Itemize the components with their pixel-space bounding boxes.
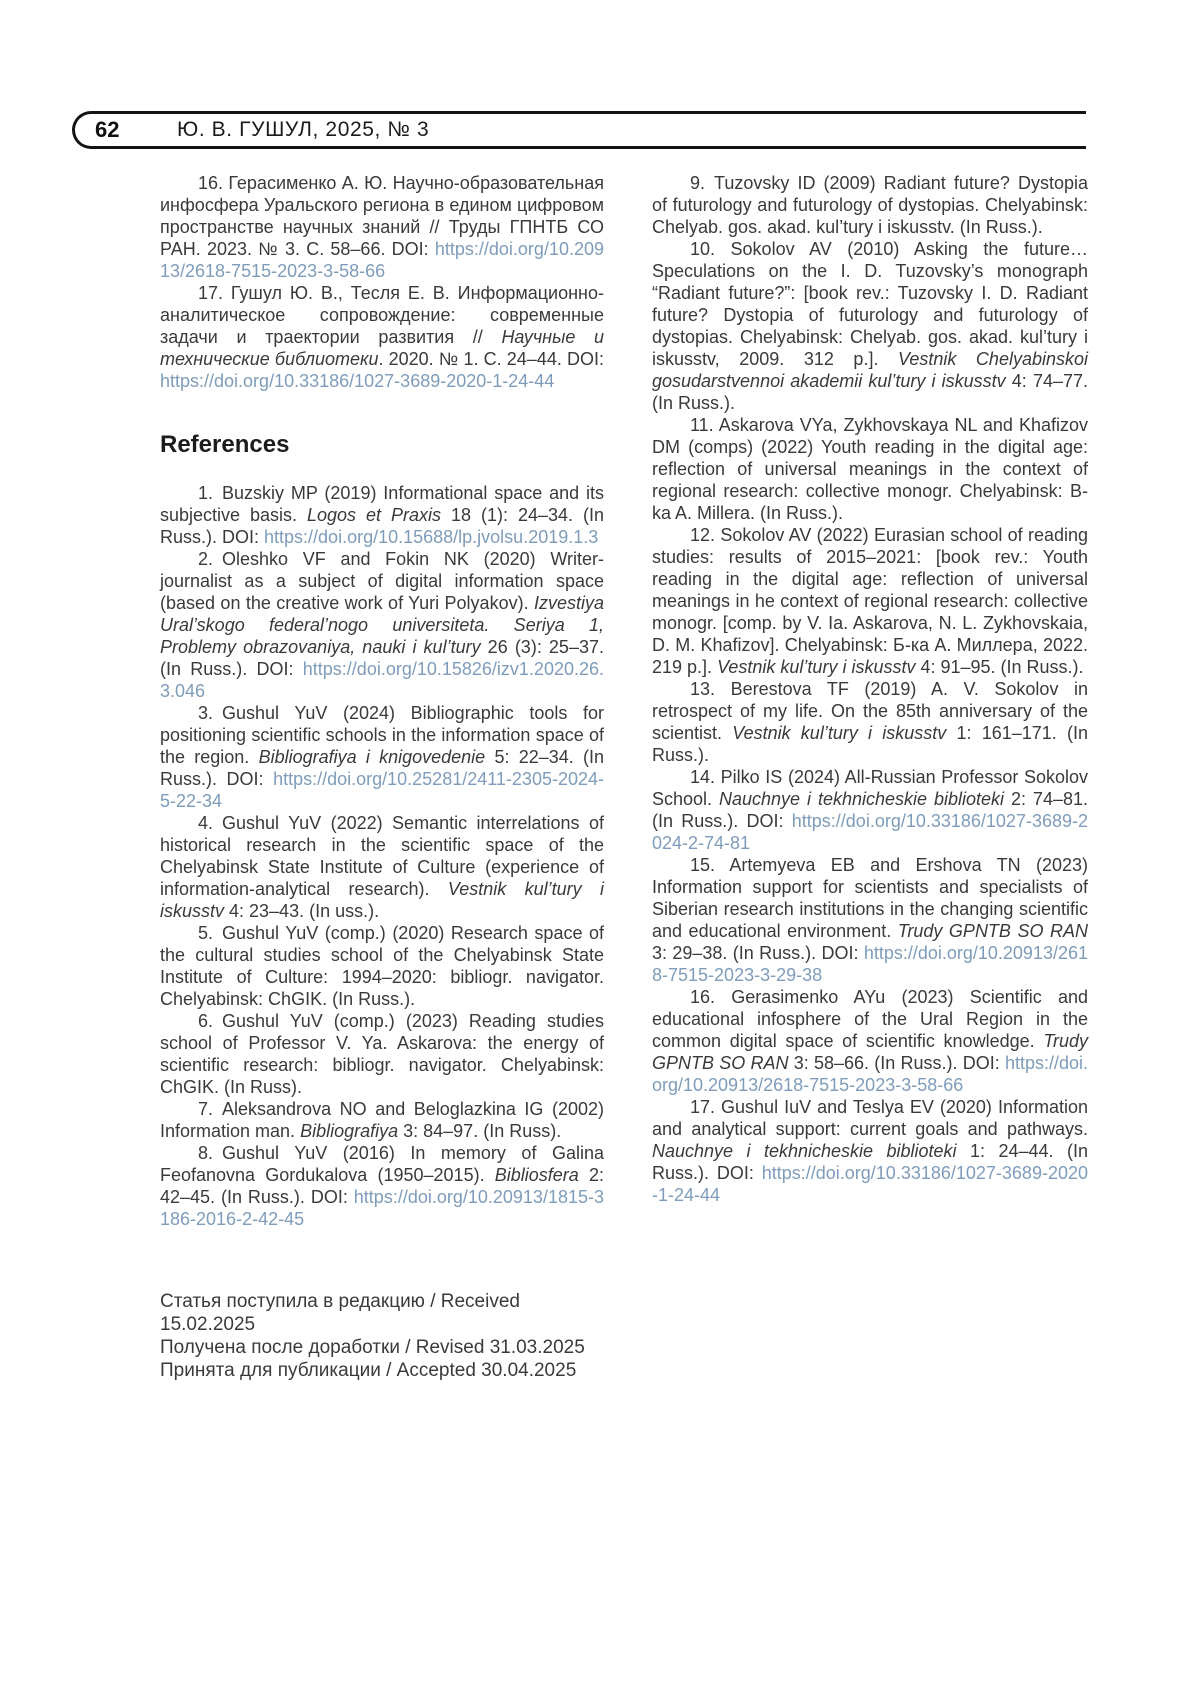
- reference-text: 4. Gushul YuV (2022) Semantic interrelations of historical research in the scientific space of the Chelyabinsk State Institute of Culture (experience of information-analytical research).: [160, 813, 604, 899]
- reference-item: [160, 282, 604, 392]
- reference-item: [160, 1098, 604, 1142]
- reference-text: 4: 74–77. (In Russ.).: [652, 371, 1088, 413]
- reference-text: 3: 58–66. (In Russ.). DOI:: [788, 1053, 1005, 1073]
- date-line: Статья поступила в редакцию / Received 15.02.2025: [160, 1291, 520, 1335]
- reference-item: [652, 766, 1088, 854]
- journal-title: Vestnik kul’tury i iskusstv: [732, 723, 947, 743]
- running-title: Ю. В. ГУШУЛ, 2025, № 3: [177, 118, 430, 141]
- references-list-right: [652, 172, 1088, 1206]
- reference-text: 1: 24–44. (In Russ.). DOI:: [652, 1141, 1088, 1183]
- journal-title: Vestnik kul’tury i iskusstv: [160, 879, 605, 921]
- doi-link[interactable]: https://doi.org/10.20913/2618-7515-2023-3-58-66: [160, 239, 604, 281]
- article-dates: [160, 1290, 604, 1382]
- reference-text: 18 (1): 24–34. (In Russ.). DOI:: [160, 505, 604, 547]
- reference-text: 2. Oleshko VF and Fokin NK (2020) Writer-journalist as a subject of digital information space (based on the creative work of Yuri Polyakov).: [160, 549, 604, 613]
- reference-text: 26 (3): 25–37. (In Russ.). DOI:: [160, 637, 604, 679]
- journal-title: Nauchnye i tekhnicheskie biblioteki: [719, 789, 1005, 809]
- reference-item: [160, 1142, 604, 1230]
- reference-item: [160, 482, 604, 548]
- journal-title: Logos et Praxis: [307, 505, 442, 525]
- reference-text: 15. Artemyeva EB and Ershova TN (2023) Information support for scientists and specialists of Siberian research institutions in the changing scientific and educational environment.: [652, 855, 1088, 941]
- reference-text: 16. Gerasimenko AYu (2023) Scientific and educational infosphere of the Ural Region in the common digital space of scientific knowledge.: [652, 987, 1088, 1051]
- journal-title: Научные и технические библиотеки: [160, 327, 604, 369]
- reference-text: 17. Гушул Ю. В., Тесля Е. В. Информационно-аналитическое сопровождение: современные задачи и траектории развития //: [160, 283, 604, 347]
- reference-item: [160, 172, 604, 282]
- left-column: [160, 172, 604, 1382]
- doi-link[interactable]: https://doi.org/10.20913/1815-3186-2016-2-42-45: [160, 1187, 604, 1229]
- reference-text: 8. Gushul YuV (2016) In memory of Galina Feofanovna Gordukalova (1950–2015).: [160, 1143, 604, 1185]
- doi-link[interactable]: https://doi.org/10.20913/2618-7515-2023-3-58-66: [652, 1053, 1088, 1095]
- references-list-left: [160, 482, 604, 1230]
- journal-title: Bibliosfera: [494, 1165, 579, 1185]
- reference-text: 2: 42–45. (In Russ.). DOI:: [160, 1165, 605, 1207]
- reference-text: 16. Герасименко А. Ю. Научно-образовательная инфосфера Уральского региона в едином цифровом пространстве научных знаний // Труды ГПНТБ СО РАН. 2023. № 3. С. 58–66. DOI:: [160, 173, 604, 259]
- doi-link[interactable]: https://doi.org/10.15688/lp.jvolsu.2019.1.3: [264, 527, 599, 547]
- reference-item: [652, 414, 1088, 524]
- reference-item: [160, 548, 604, 702]
- reference-text: 5. Gushul YuV (comp.) (2020) Research space of the cultural studies school of the Chelyabinsk State Institute of Culture: 1994–2020: bibliogr. navigator. Chelyabinsk: ChGIK. (In Russ.).: [160, 923, 604, 1009]
- reference-item: [160, 702, 604, 812]
- reference-item: [652, 1096, 1088, 1206]
- reference-text: 10. Sokolov AV (2010) Asking the future… Speculations on the I. D. Tuzovsky’s monograph “Radiant future?”: [book rev.: Tuzovsky I. D. Radiant future? Dystopia of futurology and futurology of dystopias. Chelyabinsk: Chelyab. gos. akad. kul’tury i iskusstv, 2009. 312 p.].: [652, 239, 1088, 369]
- journal-title: Trudy GPNTB SO RAN: [897, 921, 1088, 941]
- reference-columns: [160, 172, 1088, 1382]
- doi-link[interactable]: https://doi.org/10.25281/2411-2305-2024-5-22-34: [160, 769, 604, 811]
- reference-text: 3. Gushul YuV (2024) Bibliographic tools for positioning scientific schools in the information space of the region.: [160, 703, 604, 767]
- russian-reference-list: [160, 172, 604, 392]
- journal-title: Bibliografiya i knigovedenie: [258, 747, 486, 767]
- journal-title: Bibliografiya: [300, 1121, 399, 1141]
- date-line: Принята для публикации / Accepted 30.04.2025: [160, 1360, 577, 1381]
- right-column: [652, 172, 1088, 1206]
- reference-text: 5: 22–34. (In Russ.). DOI:: [160, 747, 605, 789]
- reference-item: [652, 238, 1088, 414]
- reference-item: [652, 854, 1088, 986]
- reference-text: 3: 29–38. (In Russ.). DOI:: [652, 943, 864, 963]
- reference-item: [652, 986, 1088, 1096]
- reference-text: . 2020. № 1. С. 24–44. DOI:: [378, 349, 604, 369]
- references-heading: References: [160, 431, 290, 458]
- reference-item: [652, 172, 1088, 238]
- journal-title: Vestnik kul’tury i iskusstv: [717, 657, 916, 677]
- reference-text: 12. Sokolov AV (2022) Eurasian school of reading studies: results of 2015–2021: [book rev.: Youth reading in the digital age: reflection of universal meanings in he context of regional research: collective monogr. [comp. by V. Ia. Askarova, N. L. Zykhovskaia, D. M. Khafizov]. Chelyabinsk: Б-ка А. Миллера, 2022. 219 p.].: [652, 525, 1088, 677]
- doi-link[interactable]: https://doi.org/10.33186/1027-3689-2024-2-74-81: [652, 811, 1088, 853]
- reference-text: 14. Pilko IS (2024) All-Russian Professor Sokolov School.: [652, 767, 1088, 809]
- reference-item: [652, 678, 1088, 766]
- reference-text: 17. Gushul IuV and Teslya EV (2020) Information and analytical support: current goals and pathways.: [652, 1097, 1088, 1139]
- reference-text: 6. Gushul YuV (comp.) (2023) Reading studies school of Professor V. Ya. Askarova: the energy of scientific research: bibliogr. navigator. Chelyabinsk: ChGIK. (In Russ).: [160, 1011, 604, 1097]
- reference-text: 9. Tuzovsky ID (2009) Radiant future? Dystopia of futurology and futurology of dystopias. Chelyabinsk: Chelyab. gos. akad. kul’tury i iskusstv. (In Russ.).: [652, 173, 1088, 237]
- doi-link[interactable]: https://doi.org/10.20913/2618-7515-2023-3-29-38: [652, 943, 1088, 985]
- reference-item: [160, 1010, 604, 1098]
- reference-text: 3: 84–97. (In Russ).: [398, 1121, 562, 1141]
- date-line: Получена после доработки / Revised 31.03.2025: [160, 1337, 585, 1358]
- page-number: 62: [95, 117, 120, 142]
- reference-text: 4: 23–43. (In uss.).: [224, 901, 380, 921]
- journal-title: Trudy GPNTB SO RAN: [652, 1031, 1088, 1073]
- reference-item: [652, 524, 1088, 678]
- reference-item: [160, 812, 604, 922]
- reference-text: 4: 91–95. (In Russ.).: [915, 657, 1084, 677]
- reference-text: 11. Askarova VYa, Zykhovskaya NL and Khafizov DM (comps) (2022) Youth reading in the digital age: reflection of universal meanings in the context of regional research: collective monogr. Chelyabinsk: B-ka A. Millera. (In Russ.).: [652, 415, 1088, 523]
- journal-title: Izvestiya Ural’skogo federal’nogo universiteta. Seriya 1, Problemy obrazovaniya, nauki i kul’tury: [160, 593, 604, 657]
- reference-text: 1. Buzskiy MP (2019) Informational space and its subjective basis.: [160, 483, 604, 525]
- doi-link[interactable]: https://doi.org/10.33186/1027-3689-2020-1-24-44: [652, 1163, 1088, 1205]
- reference-text: 13. Berestova TF (2019) A. V. Sokolov in retrospect of my life. On the 85th anniversary of the scientist.: [652, 679, 1088, 743]
- journal-title: Nauchnye i tekhnicheskie biblioteki: [652, 1141, 957, 1161]
- journal-title: Vestnik Chelyabinskoi gosudarstvennoi akademii kul’tury i iskusstv: [652, 349, 1088, 391]
- doi-link[interactable]: https://doi.org/10.33186/1027-3689-2020-1-24-44: [160, 371, 555, 391]
- reference-text: 7. Aleksandrova NO and Beloglazkina IG (2002) Information man.: [160, 1099, 604, 1141]
- reference-text: 2: 74–81. (In Russ.). DOI:: [652, 789, 1088, 831]
- reference-text: 1: 161–171. (In Russ.).: [652, 723, 1088, 765]
- doi-link[interactable]: https://doi.org/10.15826/izv1.2020.26.3.046: [160, 659, 604, 701]
- running-head: [72, 111, 1086, 149]
- reference-item: [160, 922, 604, 1010]
